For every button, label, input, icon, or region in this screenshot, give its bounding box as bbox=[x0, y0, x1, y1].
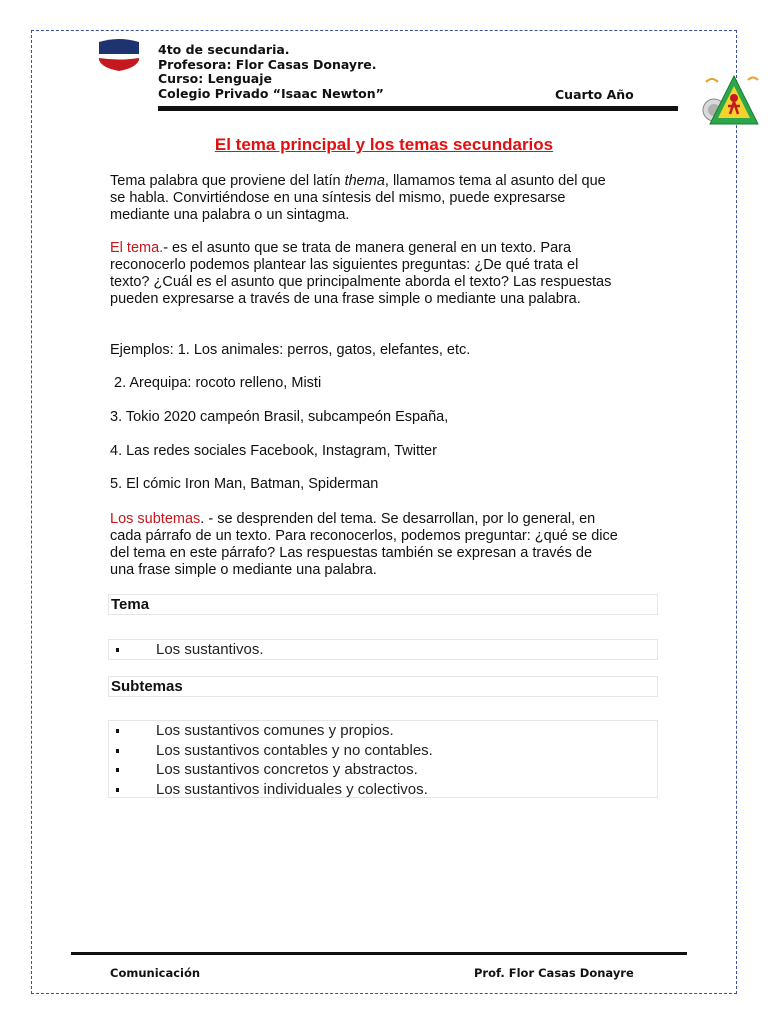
list-item bbox=[109, 761, 657, 781]
header-course: Curso: Lenguaje bbox=[158, 71, 273, 86]
footer-divider bbox=[71, 952, 687, 955]
example-5: 5. El cómic Iron Man, Batman, Spiderman bbox=[110, 476, 379, 492]
example-2: 2. Arequipa: rocoto relleno, Misti bbox=[110, 375, 322, 391]
school-shield-logo-icon bbox=[98, 38, 140, 72]
tema-definition-text: - es el asunto que se trata de manera general en un texto. Para reconocerlo podemos plantear las siguientes preguntas: ¿De qué trata el texto? ¿Cuál es el asunto que principalmente aborda el texto? Las respuestas pueden expresarse a través de una frase simple o mediante una palabra. bbox=[110, 240, 612, 307]
intro-text-start: Tema palabra que proviene del latín bbox=[110, 173, 345, 189]
bullet-icon bbox=[116, 648, 119, 652]
header-school: Colegio Privado “Isaac Newton” bbox=[158, 85, 384, 101]
subtema-item-text: Los sustantivos concretos y abstractos. bbox=[156, 761, 418, 778]
bullet-icon bbox=[116, 788, 119, 792]
tema-definition-paragraph bbox=[110, 240, 620, 308]
subtemas-heading: Subtemas bbox=[111, 678, 183, 695]
intro-paragraph bbox=[110, 173, 620, 224]
subtema-term: Los subtemas bbox=[110, 511, 201, 527]
example-1: Ejemplos: 1. Los animales: perros, gatos, elefantes, etc. bbox=[110, 342, 471, 358]
subtema-item-text: Los sustantivos individuales y colectivos. bbox=[156, 780, 428, 798]
example-4: 4. Las redes sociales Facebook, Instagram, Twitter bbox=[110, 443, 437, 459]
bullet-icon bbox=[116, 749, 119, 753]
header-teacher: Profesora: Flor Casas Donayre. bbox=[158, 56, 377, 72]
triangle-emblem-icon bbox=[700, 72, 760, 132]
header-year: Cuarto Año bbox=[555, 87, 634, 102]
tema-item-text: Los sustantivos. bbox=[156, 641, 264, 658]
intro-text-end: , llamamos tema al asunto del que se habla. Convirtiéndose en una síntesis del mismo, puede expresarse mediante una palabra o un sintagma. bbox=[110, 173, 606, 223]
header-divider bbox=[158, 106, 678, 111]
subtema-definition-text: . - se desprenden del tema. Se desarrollan, por lo general, en cada párrafo de un texto. Para reconocerlos, podemos preguntar: ¿qué se dice del tema en este párrafo? Las respuestas también se expresan a través de una frase simple o mediante una palabra. bbox=[110, 511, 618, 578]
bullet-icon bbox=[116, 729, 119, 733]
tema-term: El tema. bbox=[110, 240, 164, 256]
subtemas-list-box bbox=[108, 720, 658, 798]
tema-heading-box bbox=[108, 594, 658, 615]
page-title bbox=[0, 135, 768, 155]
subtema-definition-paragraph bbox=[110, 511, 620, 579]
header-grade: 4to de secundaria. bbox=[158, 42, 290, 57]
footer-subject: Comunicación bbox=[110, 966, 201, 980]
subtema-item-text: Los sustantivos comunes y propios. bbox=[156, 722, 394, 739]
example-3: 3. Tokio 2020 campeón Brasil, subcampeón España, bbox=[110, 409, 449, 425]
tema-list-box bbox=[108, 639, 658, 660]
list-item bbox=[109, 742, 657, 762]
footer-teacher: Prof. Flor Casas Donayre bbox=[474, 966, 634, 980]
list-item bbox=[109, 641, 657, 661]
tema-heading: Tema bbox=[111, 596, 150, 613]
subtemas-heading-box bbox=[108, 676, 658, 697]
header-info bbox=[158, 43, 384, 101]
intro-term: thema bbox=[344, 173, 385, 189]
subtema-item-text: Los sustantivos contables y no contables. bbox=[156, 741, 433, 759]
page-title-text: El tema principal y los temas secundarios bbox=[214, 135, 554, 154]
list-item bbox=[109, 781, 657, 801]
list-item bbox=[109, 722, 657, 742]
bullet-icon bbox=[116, 768, 119, 772]
